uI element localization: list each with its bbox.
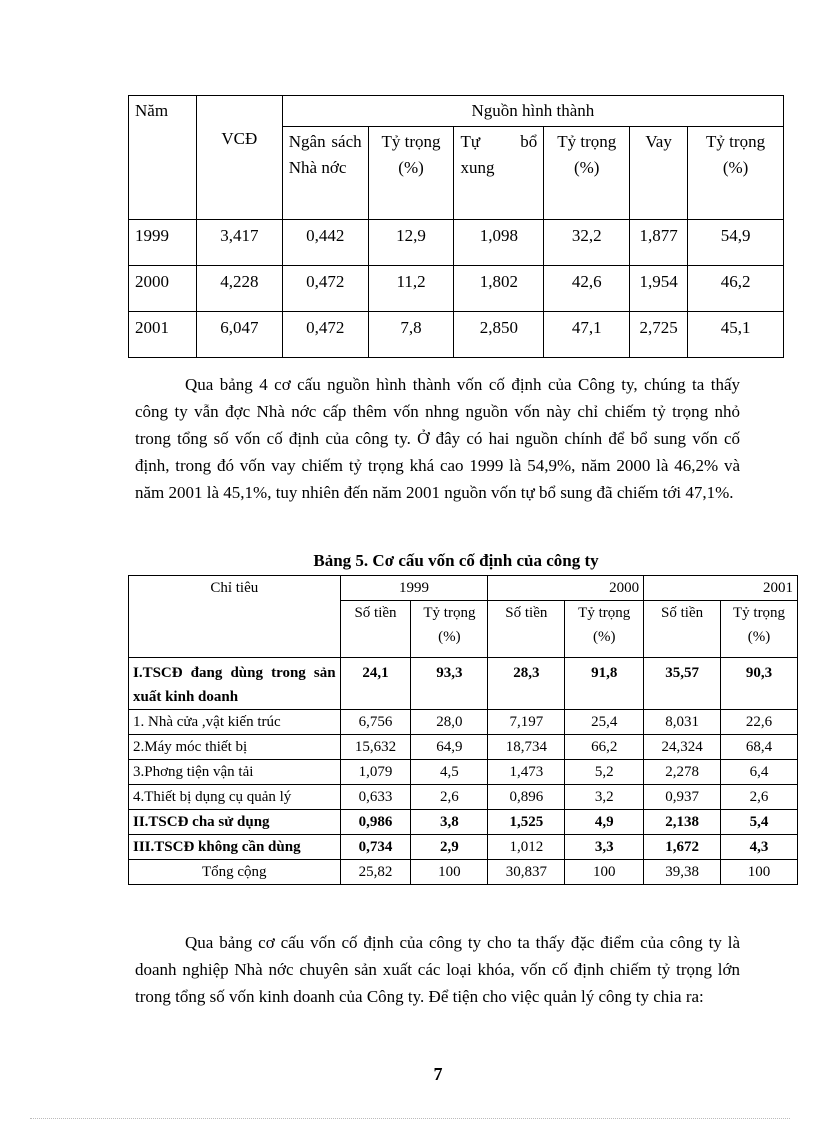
header-ratio-unit: (%) [747,629,771,645]
cell-value: 25,82 [340,860,411,885]
cell-self-funded: 1,802 [454,266,544,312]
header-ratio [411,601,488,658]
cell-value: 2,138 [644,810,721,835]
cell-value: 100 [411,860,488,885]
cell-value: 1,012 [488,835,565,860]
cell-value: 0,986 [340,810,411,835]
table-row [129,735,798,760]
cell-value: 3,3 [565,835,644,860]
header-indicator: Chỉ tiêu [129,576,341,658]
source-structure-table [128,95,784,358]
cell-value: 66,2 [565,735,644,760]
cell-value: 68,4 [721,735,798,760]
cell-ratio-3: 45,1 [688,312,784,358]
header-year: Năm [129,96,197,220]
fixed-capital-structure-table [128,575,798,885]
cell-year: 1999 [129,220,197,266]
cell-value: 0,896 [488,785,565,810]
cell-value: 35,57 [644,658,721,710]
row-label: 2.Máy móc thiết bị [129,735,341,760]
cell-value: 0,633 [340,785,411,810]
table-row [129,835,798,860]
cell-value: 24,324 [644,735,721,760]
header-ratio-unit: (%) [592,629,616,645]
cell-vcd: 3,417 [196,220,282,266]
row-label: I.TSCĐ đang dùng trong sản xuất kinh doanh [129,658,341,710]
cell-value: 2,6 [721,785,798,810]
cell-value: 4,5 [411,760,488,785]
paragraph-structure-analysis: Qua bảng cơ cấu vốn cố định của công ty cho ta thấy đặc điểm của công ty là doanh nghiệp Nhà nớc chuyên sản xuất các loại khóa, vốn cố định chiếm tỷ trọng lớn trong tổng số vốn kinh doanh của Công ty. Để tiện cho việc quản lý công ty chia ra: [135,933,740,1006]
cell-value: 0,937 [644,785,721,810]
header-ratio-1: Tỷ trọng (%) [368,127,454,220]
header-amount: Số tiền [340,601,411,658]
cell-ratio-1: 11,2 [368,266,454,312]
table-row [129,860,798,885]
cell-value: 5,2 [565,760,644,785]
cell-year: 2000 [129,266,197,312]
cell-value: 18,734 [488,735,565,760]
cell-value: 91,8 [565,658,644,710]
cell-self-funded: 1,098 [454,220,544,266]
cell-value: 1,079 [340,760,411,785]
cell-value: 28,3 [488,658,565,710]
header-ratio-2: Tỷ trọng (%) [544,127,630,220]
paragraph-source-analysis: Qua bảng 4 cơ cấu nguồn hình thành vốn cố định của Công ty, chúng ta thấy công ty vẫn đợc Nhà nớc cấp thêm vốn nhng nguồn vốn này chỉ chiếm tỷ trọng nhỏ trong tổng số vốn cố định của công ty. Ở đây có hai nguồn chính để bổ sung vốn cố định, trong đó vốn vay chiếm tỷ trọng khá cao 1999 là 54,9%, năm 2000 là 46,2% và năm 2001 là 45,1%, tuy nhiên đến năm 2001 nguồn vốn tự bổ sung đã chiếm tới 47,1%. [135,375,740,502]
table-row [129,658,798,710]
cell-self-funded: 2,850 [454,312,544,358]
header-year-2001: 2001 [644,576,798,601]
cell-value: 5,4 [721,810,798,835]
cell-loan: 2,725 [630,312,688,358]
table-row [129,760,798,785]
cell-year: 2001 [129,312,197,358]
row-label-total: Tổng cộng [129,860,341,885]
cell-ratio-1: 12,9 [368,220,454,266]
header-ratio-label: Tỷ trọng [732,605,786,621]
cell-value: 6,4 [721,760,798,785]
cell-value: 7,197 [488,710,565,735]
cell-value: 4,9 [565,810,644,835]
cell-loan: 1,954 [630,266,688,312]
cell-value: 3,8 [411,810,488,835]
cell-value: 25,4 [565,710,644,735]
cell-value: 2,6 [411,785,488,810]
cell-value: 24,1 [340,658,411,710]
table-row [129,220,784,266]
row-label: 1. Nhà cửa ,vật kiến trúc [129,710,341,735]
header-loan: Vay [630,127,688,220]
cell-value: 93,3 [411,658,488,710]
table-caption: Bảng 5. Cơ cấu vốn cố định của công ty [313,551,599,570]
cell-value: 100 [565,860,644,885]
cell-value: 3,2 [565,785,644,810]
row-label: II.TSCĐ cha sử dụng [129,810,341,835]
cell-value: 28,0 [411,710,488,735]
cell-ratio-2: 47,1 [544,312,630,358]
table-row [129,266,784,312]
cell-value: 100 [721,860,798,885]
header-source-group: Nguồn hình thành [282,96,783,127]
cell-value: 39,38 [644,860,721,885]
header-ratio-3: Tỷ trọng (%) [688,127,784,220]
page-bottom-divider [30,1118,790,1119]
header-ratio-label: Tỷ trọng [423,605,476,621]
header-self-funded: Tự bổ xung [454,127,544,220]
cell-value: 2,278 [644,760,721,785]
table-row [129,785,798,810]
cell-ratio-3: 46,2 [688,266,784,312]
cell-state-budget: 0,442 [282,220,368,266]
cell-vcd: 6,047 [196,312,282,358]
header-year-2000: 2000 [488,576,644,601]
cell-ratio-2: 32,2 [544,220,630,266]
table-row [129,810,798,835]
row-label: III.TSCĐ không cần dùng [129,835,341,860]
cell-state-budget: 0,472 [282,312,368,358]
page-number: 7 [433,1064,443,1084]
header-year-1999: 1999 [340,576,488,601]
cell-value: 0,734 [340,835,411,860]
cell-value: 6,756 [340,710,411,735]
row-label: 4.Thiết bị dụng cụ quản lý [129,785,341,810]
header-amount: Số tiền [488,601,565,658]
header-vcd: VCĐ [196,96,282,220]
cell-vcd: 4,228 [196,266,282,312]
cell-value: 1,525 [488,810,565,835]
cell-state-budget: 0,472 [282,266,368,312]
cell-value: 2,9 [411,835,488,860]
cell-value: 22,6 [721,710,798,735]
cell-value: 4,3 [721,835,798,860]
table-row [129,710,798,735]
cell-ratio-1: 7,8 [368,312,454,358]
cell-ratio-2: 42,6 [544,266,630,312]
header-amount: Số tiền [644,601,721,658]
row-label: 3.Phơng tiện vận tải [129,760,341,785]
header-state-budget: Ngân sách Nhà nớc [282,127,368,220]
cell-loan: 1,877 [630,220,688,266]
table-row [129,312,784,358]
header-ratio-label: Tỷ trọng [578,605,631,621]
cell-value: 1,672 [644,835,721,860]
cell-value: 15,632 [340,735,411,760]
cell-value: 90,3 [721,658,798,710]
header-ratio [565,601,644,658]
cell-value: 30,837 [488,860,565,885]
header-ratio-unit: (%) [438,629,461,645]
cell-value: 1,473 [488,760,565,785]
cell-value: 8,031 [644,710,721,735]
cell-ratio-3: 54,9 [688,220,784,266]
header-ratio [721,601,798,658]
cell-value: 64,9 [411,735,488,760]
